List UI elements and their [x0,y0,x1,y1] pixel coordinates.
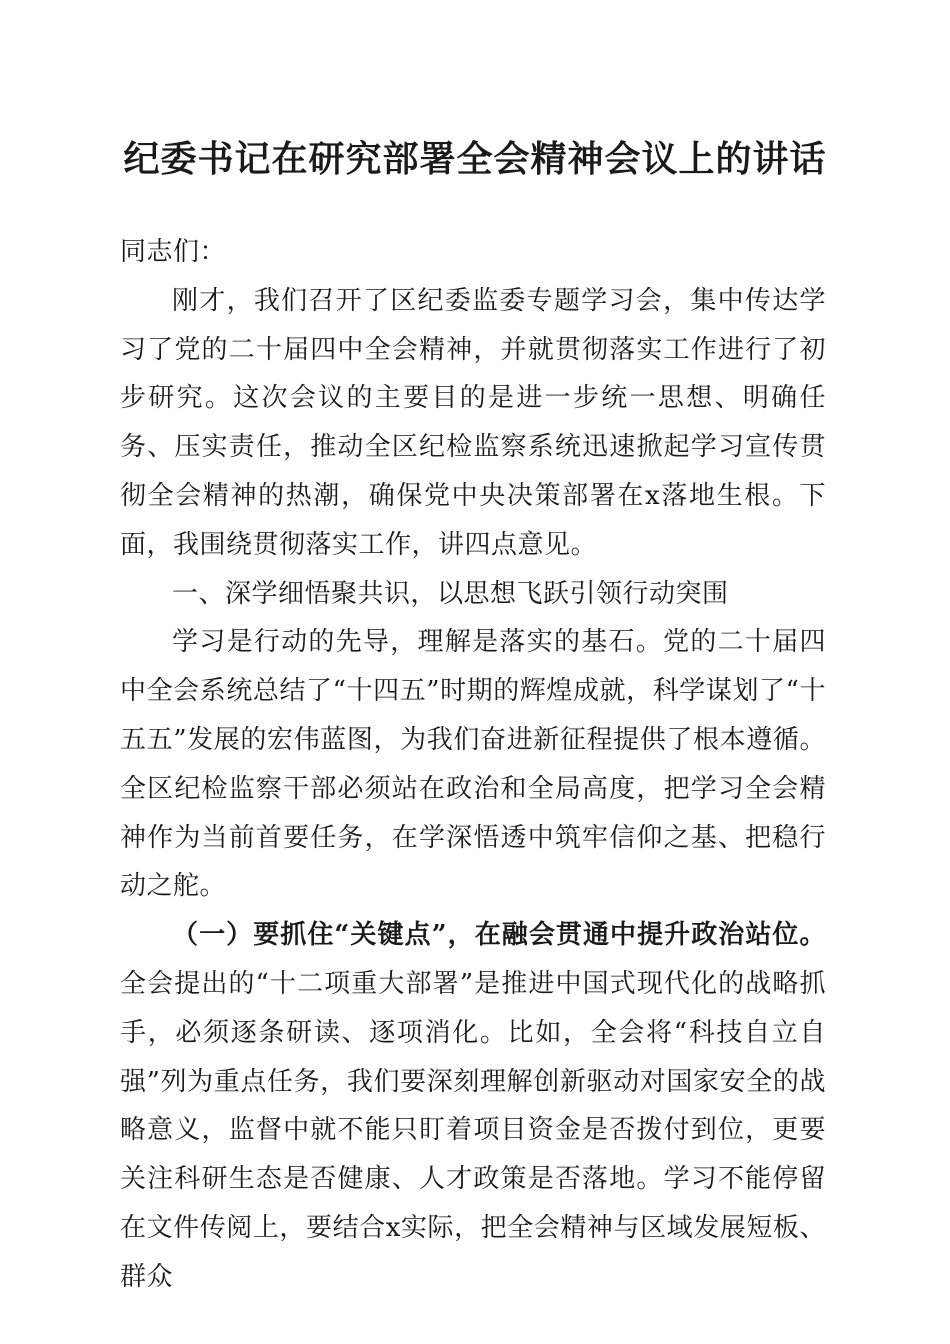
document-title: 纪委书记在研究部署全会精神会议上的讲话 [123,139,827,180]
subsection-text: 全会提出的“十二项重大部署”是推进中国式现代化的战略抓手，必须逐条研读、逐项消化。比如，全会将“科技自立自强”列为重点任务，我们要深刻理解创新驱动对国家安全的战略意义，监督中就不能只盯着项目资金是否拨付到位，更要关注科研生态是否健康、人才政策是否落地。学习不能停留在文件传阅上，要结合x实际，把全会精神与区域发展短板、群众 [120,968,826,1292]
salutation: 同志们： [120,237,227,267]
paragraph-intro: 刚才，我们召开了区纪委监委专题学习会，集中传达学习了党的二十届四中全会精神，并就贯彻落实工作进行了初步研究。这次会议的主要目的是进一步统一思想、明确任务、压实责任，推动全区纪检监察系统迅速掀起学习宣传贯彻全会精神的热潮，确保党中央决策部署在x落地生根。下面，我围绕贯彻落实工作，讲四点意见。 [120,285,826,560]
subsection-lead: （一）要抓住“关键点”，在融会贯通中提升政治站位。 [172,920,826,951]
section-heading-1: 一、深学细悟聚共识，以思想飞跃引领行动突围 [172,578,729,609]
paragraph-subsection-1 [120,911,826,1301]
paragraph-section-1: 学习是行动的先导，理解是落实的基石。党的二十届四中全会系统总结了“十四五”时期的辉煌成就，科学谋划了“十五五”发展的宏伟蓝图，为我们奋进新征程提供了根本遵循。全区纪检监察干部必须站在政治和全局高度，把学习全会精神作为当前首要任务，在学深悟透中筑牢信仰之基、把稳行动之舵。 [120,627,826,902]
document-body [120,228,826,1302]
